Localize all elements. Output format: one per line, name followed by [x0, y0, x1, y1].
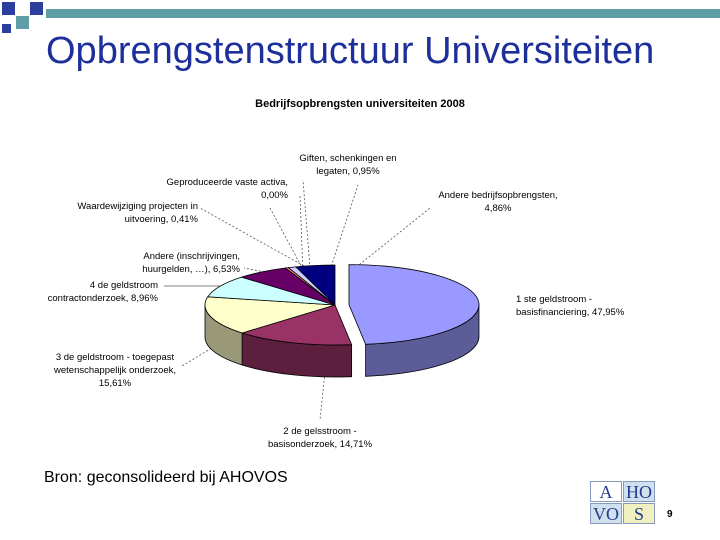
- slice-label-giften: [290, 152, 406, 178]
- pie-slices: [205, 265, 479, 345]
- slice-label-waardewijziging: [50, 200, 198, 226]
- slice-label-line: contractonderzoek, 8,96%: [47, 293, 158, 304]
- slice-label-line: uitvoering, 0,41%: [124, 214, 198, 225]
- logo-cell: S: [623, 503, 655, 524]
- slice-label-line: basisfinanciering, 47,95%: [516, 307, 625, 318]
- logo-cell: VO: [590, 503, 622, 524]
- leader-line: [303, 180, 310, 268]
- slice-label-line: 3 de geldstroom - toegepast: [55, 352, 175, 363]
- slice-label-line: Geproduceerde vaste activa,: [166, 177, 288, 188]
- page-number: 9: [667, 509, 673, 520]
- source-note: Bron: geconsolideerd bij AHOVOS: [44, 469, 288, 486]
- slice-label-contractonderzoek: [20, 279, 158, 305]
- slice-label-toegepast-onderzoek: [40, 351, 190, 390]
- slice-label-line: 2 de gelsstroom -: [283, 426, 357, 437]
- slice-label-andere-inschrijvingen: [100, 250, 240, 276]
- logo-cell: HO: [623, 481, 655, 502]
- slice-label-line: 1 ste geldstroom -: [516, 294, 593, 305]
- slice-label-line: Andere bedrijfsopbrengsten,: [438, 190, 558, 201]
- logo-cell: A: [590, 481, 622, 502]
- slice-label-line: 4,86%: [484, 203, 512, 214]
- ahovos-logo: [590, 481, 656, 525]
- slice-label-andere-bedrijfsopbrengsten: [428, 189, 568, 215]
- slice-label-basisfinanciering: [516, 293, 624, 319]
- leader-line: [350, 208, 430, 272]
- leader-line: [300, 195, 303, 274]
- slice-label-vaste-activa: [130, 176, 288, 202]
- slice-label-line: wetenschappelijk onderzoek,: [54, 365, 176, 376]
- slice-label-basisonderzoek: [260, 425, 380, 451]
- slide-title: Opbrengstenstructuur Universiteiten: [46, 30, 655, 72]
- slice-label-line: huurgelden, …), 6,53%: [142, 264, 240, 275]
- slice-label-line: Giften, schenkingen en: [299, 153, 397, 164]
- chart-title: Bedrijfsopbrengsten universiteiten 2008: [255, 98, 465, 110]
- leader-line: [330, 185, 358, 270]
- slice-label-line: 0,00%: [261, 190, 288, 201]
- slice-label-line: 4 de geldstroom: [89, 280, 158, 291]
- slice-label-line: basisonderzoek, 14,71%: [267, 439, 373, 450]
- slice-label-line: Waardewijziging projecten in: [77, 201, 198, 212]
- slice-label-line: legaten, 0,95%: [316, 166, 380, 177]
- slice-label-line: Andere (inschrijvingen,: [143, 251, 240, 262]
- slice-label-line: 15,61%: [98, 378, 132, 389]
